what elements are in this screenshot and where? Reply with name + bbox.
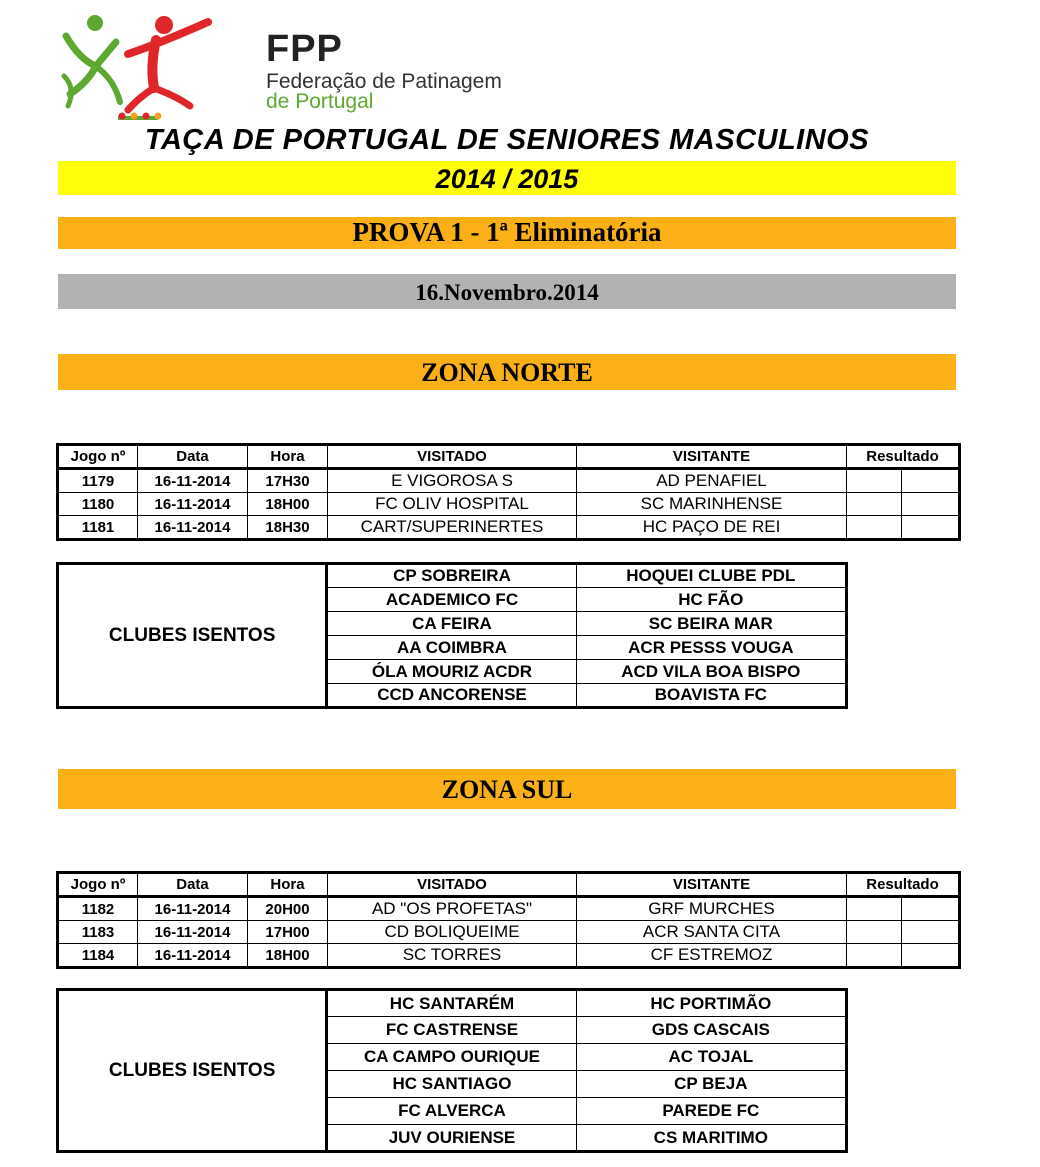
game-time: 18H00 xyxy=(248,944,328,968)
season-banner: 2014 / 2015 xyxy=(58,161,956,195)
home-score xyxy=(847,469,902,493)
exempt-club: HOQUEI CLUBE PDL xyxy=(576,564,846,588)
game-date: 16-11-2014 xyxy=(138,944,248,968)
table-row xyxy=(58,944,960,968)
home-score xyxy=(847,897,902,921)
away-score xyxy=(902,897,960,921)
table-row xyxy=(58,921,960,944)
exempt-club: FC ALVERCA xyxy=(327,1098,576,1125)
exempt-club: ACR PESSS VOUGA xyxy=(576,636,846,660)
sul-exempt-table xyxy=(56,988,848,1153)
home-team: E VIGOROSA S xyxy=(328,469,577,493)
exempt-club: FC CASTRENSE xyxy=(327,1017,576,1044)
exempt-club: ACD VILA BOA BISPO xyxy=(576,660,846,684)
exempt-club: JUV OURIENSE xyxy=(327,1125,576,1152)
exempt-club: CP SOBREIRA xyxy=(327,564,576,588)
exempt-club: PAREDE FC xyxy=(576,1098,846,1125)
date-banner: 16.Novembro.2014 xyxy=(58,274,956,309)
exempt-club: ACADEMICO FC xyxy=(327,588,576,612)
game-number: 1182 xyxy=(58,897,138,921)
col-data: Data xyxy=(138,873,248,897)
exempt-club: ÓLA MOURIZ ACDR xyxy=(327,660,576,684)
col-jogo: Jogo nº xyxy=(58,873,138,897)
exempt-club: CS MARITIMO xyxy=(576,1125,846,1152)
away-team: HC PAÇO DE REI xyxy=(577,516,847,540)
game-time: 17H00 xyxy=(248,921,328,944)
exempt-row xyxy=(58,990,847,1017)
game-time: 18H30 xyxy=(248,516,328,540)
exempt-club: CA CAMPO OURIQUE xyxy=(327,1044,576,1071)
game-date: 16-11-2014 xyxy=(138,493,248,516)
exempt-club: AA COIMBRA xyxy=(327,636,576,660)
away-team: ACR SANTA CITA xyxy=(577,921,847,944)
zona-sul-banner: ZONA SUL xyxy=(58,769,956,809)
table-row xyxy=(58,516,960,540)
exempt-club: CP BEJA xyxy=(576,1071,846,1098)
col-visitado: VISITADO xyxy=(328,873,577,897)
exempt-club: GDS CASCAIS xyxy=(576,1017,846,1044)
home-team: CD BOLIQUEIME xyxy=(328,921,577,944)
logo-title: FPP xyxy=(266,28,343,70)
home-score xyxy=(847,493,902,516)
logo-subtitle-1: Federação de Patinagem xyxy=(266,70,502,93)
logo-subtitle-2: de Portugal xyxy=(266,90,374,113)
exempt-club: SC BEIRA MAR xyxy=(576,612,846,636)
away-score xyxy=(902,469,960,493)
exempt-club: HC PORTIMÃO xyxy=(576,990,846,1017)
table-header-row xyxy=(58,873,960,897)
page-title: TAÇA DE PORTUGAL DE SENIORES MASCULINOS xyxy=(144,124,870,156)
col-hora: Hora xyxy=(248,445,328,469)
away-team: SC MARINHENSE xyxy=(577,493,847,516)
game-number: 1183 xyxy=(58,921,138,944)
exempt-label: CLUBES ISENTOS xyxy=(58,564,327,708)
table-row xyxy=(58,469,960,493)
away-team: AD PENAFIEL xyxy=(577,469,847,493)
game-date: 16-11-2014 xyxy=(138,469,248,493)
table-header-row xyxy=(58,445,960,469)
game-date: 16-11-2014 xyxy=(138,897,248,921)
norte-exempt-table xyxy=(56,562,848,709)
exempt-club: CA FEIRA xyxy=(327,612,576,636)
game-number: 1184 xyxy=(58,944,138,968)
home-team: FC OLIV HOSPITAL xyxy=(328,493,577,516)
game-time: 17H30 xyxy=(248,469,328,493)
table-row xyxy=(58,897,960,921)
home-team: CART/SUPERINERTES xyxy=(328,516,577,540)
col-hora: Hora xyxy=(248,873,328,897)
exempt-club: HC SANTARÉM xyxy=(327,990,576,1017)
col-visitante: VISITANTE xyxy=(577,445,847,469)
exempt-label: CLUBES ISENTOS xyxy=(58,990,327,1152)
away-team: CF ESTREMOZ xyxy=(577,944,847,968)
prova-banner: PROVA 1 - 1ª Eliminatória xyxy=(58,217,956,249)
table-row xyxy=(58,493,960,516)
col-jogo: Jogo nº xyxy=(58,445,138,469)
home-team: SC TORRES xyxy=(328,944,577,968)
exempt-club: AC TOJAL xyxy=(576,1044,846,1071)
away-score xyxy=(902,493,960,516)
home-score xyxy=(847,516,902,540)
game-time: 20H00 xyxy=(248,897,328,921)
away-team: GRF MURCHES xyxy=(577,897,847,921)
home-score xyxy=(847,921,902,944)
exempt-club: BOAVISTA FC xyxy=(576,684,846,708)
home-team: AD "OS PROFETAS" xyxy=(328,897,577,921)
exempt-club: HC FÃO xyxy=(576,588,846,612)
col-data: Data xyxy=(138,445,248,469)
norte-games-table xyxy=(56,443,961,541)
exempt-row xyxy=(58,564,847,588)
away-score xyxy=(902,944,960,968)
col-visitado: VISITADO xyxy=(328,445,577,469)
exempt-club: HC SANTIAGO xyxy=(327,1071,576,1098)
col-resultado: Resultado xyxy=(847,873,960,897)
game-number: 1181 xyxy=(58,516,138,540)
exempt-club: CCD ANCORENSE xyxy=(327,684,576,708)
col-visitante: VISITANTE xyxy=(577,873,847,897)
game-time: 18H00 xyxy=(248,493,328,516)
zona-norte-banner: ZONA NORTE xyxy=(58,354,956,390)
fpp-logo-image xyxy=(58,14,258,122)
game-number: 1180 xyxy=(58,493,138,516)
game-date: 16-11-2014 xyxy=(138,516,248,540)
away-score xyxy=(902,516,960,540)
game-date: 16-11-2014 xyxy=(138,921,248,944)
home-score xyxy=(847,944,902,968)
game-number: 1179 xyxy=(58,469,138,493)
sul-games-table xyxy=(56,871,961,969)
away-score xyxy=(902,921,960,944)
col-resultado: Resultado xyxy=(847,445,960,469)
